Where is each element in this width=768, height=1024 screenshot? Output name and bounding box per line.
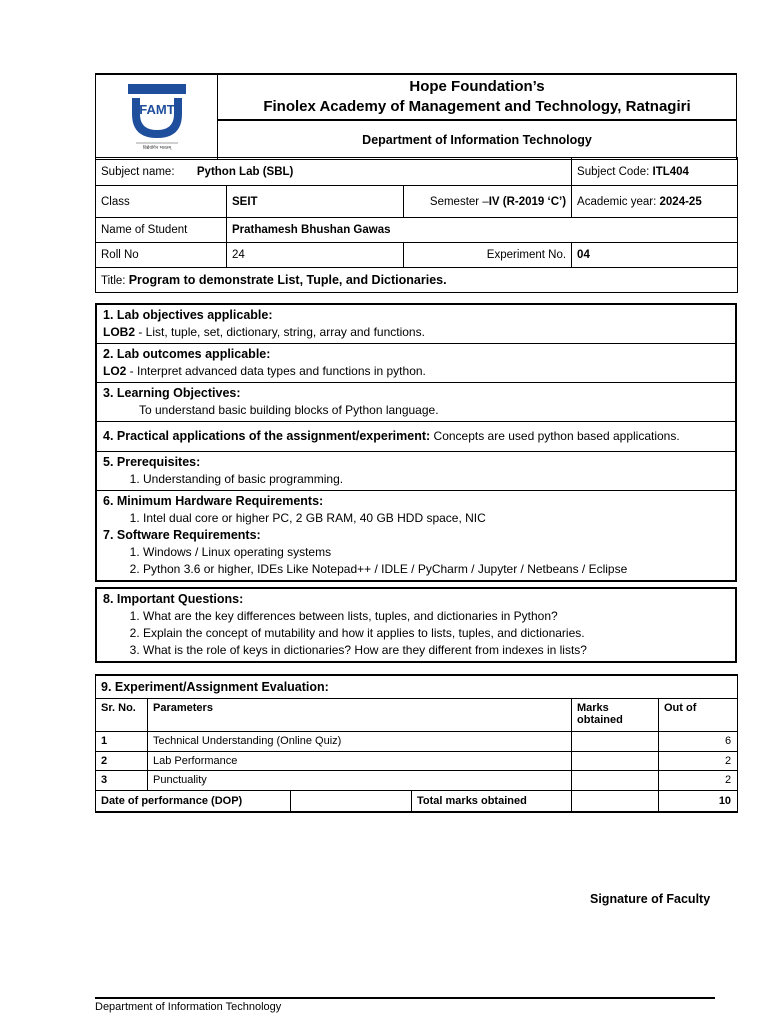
footer-divider [95, 997, 715, 999]
experiment-value: 04 [572, 243, 738, 268]
logo-subtext: विद्येयोगेन भारतम् [142, 145, 171, 151]
section-3-heading: 3. Learning Objectives: [103, 386, 241, 400]
academic-year-label: Academic year: [577, 195, 657, 208]
list-item: 1. Windows / Linux operating systems [143, 544, 729, 561]
title-cell [96, 268, 738, 293]
academic-year-value: 2024-25 [659, 195, 702, 208]
semester-cell [404, 186, 572, 218]
list-item: 3. What is the role of keys in dictionaries? How are they different from indexes in lists? [143, 642, 729, 659]
col-parameters-header: Parameters [148, 698, 572, 731]
academic-year-cell [572, 186, 738, 218]
row-marks [572, 751, 659, 770]
total-marks-label: Total marks obtained [412, 790, 572, 812]
logo-text: FAMT [138, 101, 175, 117]
lob-key: LOB2 [103, 325, 136, 339]
section-6-heading: 6. Minimum Hardware Requirements: [103, 494, 324, 508]
semester-label: Semester – [429, 195, 489, 208]
section-4-heading: 4. Practical applications of the assignment/experiment: [103, 429, 431, 443]
student-label: Name of Student [96, 218, 227, 243]
row-outof: 2 [659, 751, 738, 770]
subject-code-label: Subject Code: [577, 165, 650, 178]
row-sr: 2 [96, 751, 148, 770]
section-5-heading: 5. Prerequisites: [103, 455, 201, 469]
prerequisites-list [103, 471, 729, 488]
lob-text: - List, tuple, set, dictionary, string, array and functions. [135, 325, 425, 339]
title-label: Title: [101, 275, 126, 287]
row-parameter: Lab Performance [148, 751, 572, 770]
total-outof: 10 [659, 790, 738, 812]
section-requirements [97, 491, 735, 580]
row-marks [572, 770, 659, 790]
foundation-name: Hope Foundation’s [409, 78, 545, 95]
famt-logo-icon [122, 80, 192, 152]
title-value: Program to demonstrate List, Tuple, and Dictionaries. [128, 273, 447, 287]
dop-label: Date of performance (DOP) [96, 790, 291, 812]
table-row [96, 731, 738, 751]
practical-applications-text: Concepts are used python based applications. [430, 429, 680, 443]
list-item: 2. Python 3.6 or higher, IDEs Like Notepad++ / IDLE / PyCharm / Jupyter / Netbeans / Eclipse [143, 561, 729, 578]
section-lab-outcomes [97, 344, 735, 383]
lo-key: LO2 [103, 364, 127, 378]
row-parameter: Punctuality [148, 770, 572, 790]
table-row [96, 751, 738, 770]
section-learning-objectives [97, 383, 735, 422]
section-2-heading: 2. Lab outcomes applicable: [103, 347, 271, 361]
evaluation-table [95, 674, 738, 813]
col-sr-header: Sr. No. [96, 698, 148, 731]
subject-code-value: ITL404 [652, 165, 689, 178]
learning-objective-text: To understand basic building blocks of Python language. [139, 403, 439, 417]
subject-code-cell [572, 158, 738, 186]
hardware-list [103, 510, 729, 527]
logo-cell [96, 74, 218, 160]
software-list [103, 544, 729, 578]
row-sr: 3 [96, 770, 148, 790]
list-item: 2. Explain the concept of mutability and how it applies to lists, tuples, and dictionaries. [143, 625, 729, 642]
list-item: 1. Intel dual core or higher PC, 2 GB RAM, 40 GB HDD space, NIC [143, 510, 729, 527]
roll-label: Roll No [96, 243, 227, 268]
sections-box [95, 303, 737, 582]
list-item: 1. Understanding of basic programming. [143, 471, 729, 488]
section-prerequisites [97, 452, 735, 491]
total-marks-value [572, 790, 659, 812]
institute-name: Finolex Academy of Management and Technology, Ratnagiri [263, 98, 691, 115]
subject-name-label: Subject name: [101, 165, 175, 178]
roll-value: 24 [227, 243, 404, 268]
header-table [95, 73, 737, 160]
section-1-heading: 1. Lab objectives applicable: [103, 308, 273, 322]
signature-of-faculty: Signature of Faculty [590, 892, 711, 906]
info-table [95, 157, 738, 293]
class-value: SEIT [227, 186, 404, 218]
section-7-heading: 7. Software Requirements: [103, 528, 261, 542]
institute-name-cell [218, 74, 737, 120]
section-8-heading: 8. Important Questions: [103, 592, 244, 606]
row-outof: 2 [659, 770, 738, 790]
dop-value [291, 790, 412, 812]
col-outof-header: Out of [659, 698, 738, 731]
list-item: 1. What are the key differences between lists, tuples, and dictionaries in Python? [143, 608, 729, 625]
section-lab-objectives [97, 305, 735, 344]
important-questions-box [95, 587, 737, 663]
experiment-label: Experiment No. [404, 243, 572, 268]
subject-name-cell [96, 158, 572, 186]
subject-name-value: Python Lab (SBL) [196, 165, 294, 178]
table-row [96, 770, 738, 790]
semester-value: IV (R-2019 ‘C’) [488, 195, 567, 208]
section-9-heading: 9. Experiment/Assignment Evaluation: [96, 675, 738, 698]
section-practical-applications [97, 422, 735, 452]
class-label: Class [96, 186, 227, 218]
student-name: Prathamesh Bhushan Gawas [227, 218, 738, 243]
row-outof: 6 [659, 731, 738, 751]
questions-list [103, 608, 729, 659]
row-parameter: Technical Understanding (Online Quiz) [148, 731, 572, 751]
row-marks [572, 731, 659, 751]
row-sr: 1 [96, 731, 148, 751]
col-marks-header: Marks obtained [572, 698, 659, 731]
lo-text: - Interpret advanced data types and functions in python. [126, 364, 426, 378]
department-name: Department of Information Technology [218, 120, 737, 160]
footer-text: Department of Information Technology [95, 1001, 282, 1013]
